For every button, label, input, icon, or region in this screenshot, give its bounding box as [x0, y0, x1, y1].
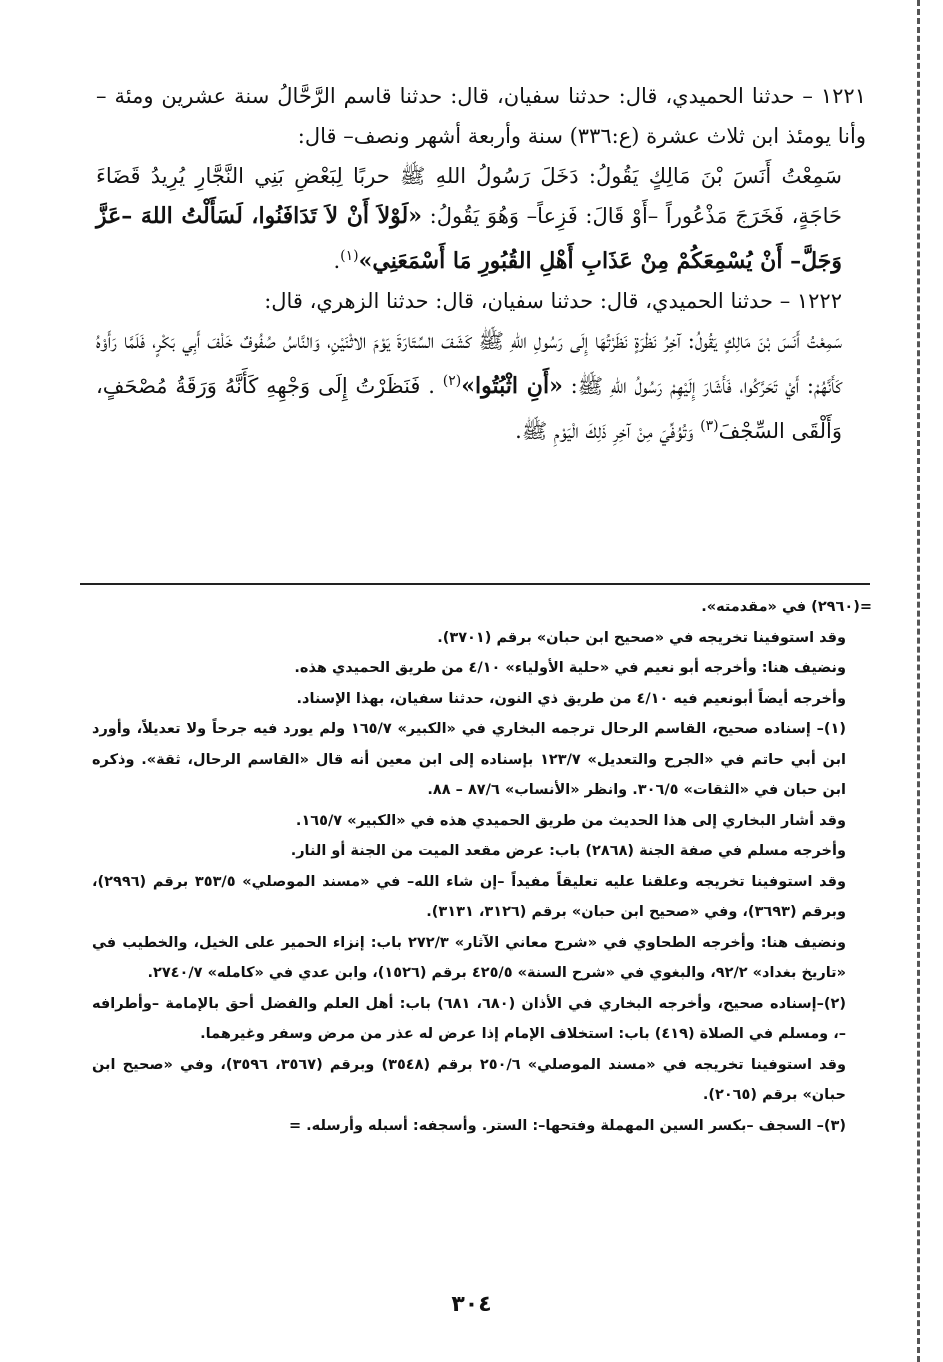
hadith-1221-line1: ١٢٢١ – حدثنا الحميدي، قال: حدثنا سفيان، قال: حدثنا قاسم الرَّحَّالُ سنة	[234, 84, 866, 108]
hadith-1222-end: وَتُوُفِّيَ مِنْ آخِرِ ذَلِكَ الْيَوْمِ ﷺ.	[515, 419, 701, 443]
footnote-line: وقد استوفينا تخريجه في «صحيح ابن حبان» برقم (٣٧٠١).	[437, 629, 846, 646]
footnote-line: وقد استوفينا تخريجه في «مسند الموصلي» ٢٥٠/٦ برقم (٣٥٤٨) وبرقم (٣٥٦٧، ٣٥٩٦)، وفي «صحيح ابن حبان» برقم (٢٠٦٥).	[92, 1056, 847, 1103]
hadith-1221-prophet-words: «لَوْلاَ أَنْ لاَ تَدَافَنُوا، لَسَأَلْتُ اللهَ –عَزَّ وَجَلَّ– أَنْ يُسْمِعَكُمْ مِنْ عَذَابِ أَهْلِ القُبُورِ مَا أَسْمَعَنِي»	[96, 203, 842, 274]
footnote-line: ونضيف هنا: وأخرجه أبو نعيم في «حلية الأولياء» ٤/١٠ من طريق الحميدي هذه.	[294, 660, 846, 676]
hadith-1221-header	[96, 76, 866, 156]
footnote-line: وقد استوفينا تخريجه وعلقنا عليه تعليقاً مفيداً –إن شاء الله– في «مسند الموصلي» ٣٥٣/٥ برقم (٢٩٩٦)، وبرقم (٣٦٩٣)، وفي «صحيح ابن حبان» برقم (٣١٢٦، ٣١٣١).	[92, 873, 846, 920]
footnote-3: (٣)– السجف –بكسر السين المهملة وفتحها–: الستر. وأسجفه: أسبله وأرسله. =	[288, 1117, 846, 1134]
hadith-1221-narration: سَمِعْتُ أَنَسَ بْنَ مَالِكٍ يَقُولُ: دَخَلَ رَسُولُ اللهِ ﷺ حربًا لِبَعْضِ بَنِي النَّجَّارِ يُرِيدُ قَضَاءَ حَاجَةٍ، فَخَرَجَ مَذْعُوراً –أَوْ قَالَ: فَزِعاً– وَهُوَ يَقُولُ:	[96, 164, 842, 228]
hadith-1222-narration: سَمِعْتُ أَنَسَ بْنَ مَالِكٍ يَقُولُ: آخِرُ نَظْرَةٍ نَظَرْتُهَا إِلَى رَسُولِ اللهِ ﷺ كَشَفَ السِّتَارَةَ يَوْمَ الاثْنَيْنِ، وَالنَّاسُ صُفُوفٌ خَلْفَ أَبِي بَكْرٍ، فَلَمَّا رَأَوْهُ كَأَنَّهُمْ: أَيْ تَحَرَّكُوا، فَأَشَارَ إِلَيْهِمْ رَسُولُ اللهِ ﷺ:	[96, 329, 842, 398]
hadith-1222-header: ١٢٢٢ – حدثنا الحميدي، قال: حدثنا سفيان، قال: حدثنا الزهري، قال:	[264, 289, 842, 313]
hadith-1222-middle: . فَنَظَرْتُ إِلَى وَجْهِهِ كَأَنَّهُ وَرَقَةُ مُصْحَفٍ، وَأَلْقَى السِّجْفَ	[96, 374, 842, 443]
footnote-line: ونضيف هنا: وأخرجه الطحاوي في «شرح معاني الآثار» ٢٧٢/٣ باب: إنزاء الحمير على الخيل، والخطيب في «تاريخ بغداد» ٩٢/٢، والبغوي في «شرح السنة» ٤٢٥/٥ برقم (١٥٢٦)، وابن عدي في «كامله» ٢٧٤٠/٧.	[92, 934, 846, 981]
footnote-2: (٢)–إسناده صحيح، وأخرجه البخاري في الأذان (٦٨٠، ٦٨١) باب: أهل العلم والفضل أحق بالإمامة –وأطرافه –، ومسلم في الصلاة (٤١٩) باب: استخلاف الإمام إذا عرض له عذر من مرض وسفر وغيرهما.	[92, 995, 846, 1042]
footnote-ref-1: (١)	[340, 248, 359, 264]
scan-edge-border	[917, 0, 920, 1362]
hadith-1221-line2: عشرين ومئة –وأنا يومئذ ابن ثلاث عشرة (ع:٣٣٦) سنة وأربعة أشهر ونصف– قال:	[96, 84, 866, 148]
footnote-continuation: =(٢٩٦٠) في «مقدمته».	[701, 599, 872, 615]
hadith-1221-text	[96, 156, 866, 281]
footnote-divider	[80, 583, 870, 585]
hadith-1222-prophet-words: «أَنِ اثْبُتُوا»	[461, 373, 563, 399]
footnote-line: وأخرجه أيضاً أبونعيم فيه ٤/١٠ من طريق ذي النون، حدثنا سفيان، بهذا الإسناد.	[296, 690, 846, 707]
footnote-ref-3: (٣)	[700, 418, 719, 434]
footnote-line: وأخرجه مسلم في صفة الجنة (٢٨٦٨) باب: عرض مقعد الميت من الجنة أو النار.	[290, 843, 846, 859]
footnote-1: (١)– إسناده صحيح، القاسم الرحال ترجمه البخاري في «الكبير» ١٦٥/٧ ولم يورد فيه جرحاً ولا تعديلاً، وأورد ابن أبي حاتم في «الجرح والتعديل» ١٢٣/٧ بإسناده إلى ابن معين أنه قال «القاسم الرحال، ثقة». وذكره ابن حبان في «الثقات» ٣٠٦/٥. وانظر «الأنساب» ٨٧/٦ – ٨٨.	[92, 721, 847, 798]
page-number: ٣٠٤	[451, 1292, 492, 1317]
footnote-ref-2: (٢)	[442, 373, 462, 389]
hadith-1221-end: .	[333, 249, 341, 273]
main-text	[96, 76, 866, 451]
footnotes	[92, 592, 872, 1141]
footnote-line: وقد أشار البخاري إلى هذا الحديث من طريق الحميدي هذه في «الكبير» ١٦٥/٧.	[295, 812, 846, 829]
hadith-1222-text	[96, 321, 866, 451]
